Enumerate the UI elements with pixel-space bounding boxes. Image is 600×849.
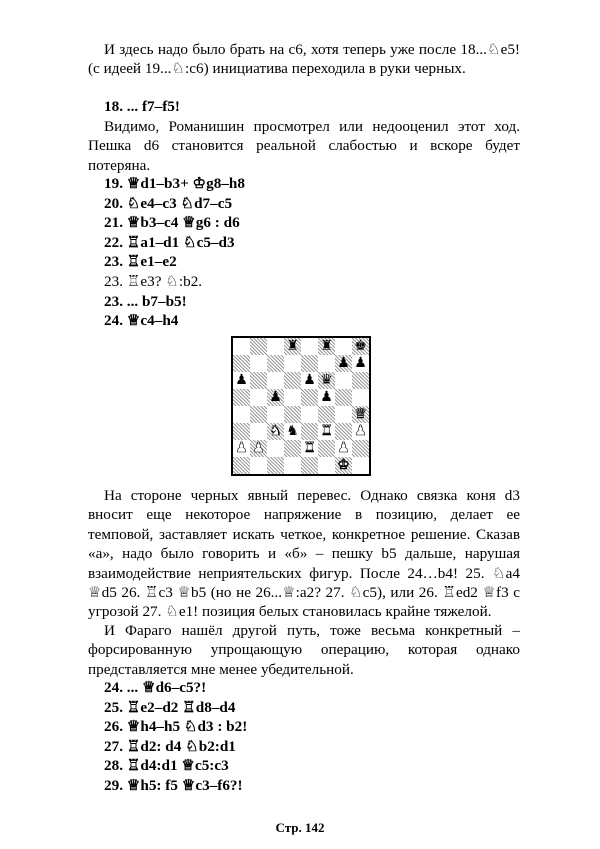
black-pawn-icon: ♟ [235,372,248,388]
board-square [250,389,267,406]
board-square [267,355,284,372]
board-square [233,372,250,389]
move-line: 23. ♖e1–e2 [104,253,177,271]
move-line: 25. ♖e2–d2 ♖d8–d4 [104,698,236,716]
black-king-icon: ♚ [354,338,367,354]
black-rook-icon: ♜ [320,338,333,354]
black-pawn-icon: ♟ [303,372,316,388]
board-square [301,406,318,423]
board-square [267,406,284,423]
board-square [267,389,284,406]
board-square [233,457,250,474]
board-square [267,440,284,457]
board-square [267,372,284,389]
board-square [267,457,284,474]
board-square [335,389,352,406]
board-square [352,389,369,406]
board-square [267,423,284,440]
board-square [233,338,250,355]
move-line: 29. ♕h5: f5 ♕c3–f6?! [104,777,243,794]
board-square [318,457,335,474]
board-square [301,457,318,474]
board-square [352,338,369,355]
black-knight-icon: ♞ [286,423,299,439]
black-pawn-icon: ♟ [269,389,282,405]
move-line: 23. ... b7–b5! [104,292,187,310]
board-square [301,372,318,389]
black-rook-icon: ♜ [286,338,299,354]
board-square [318,406,335,423]
move-line: 28. ♖d4:d1 ♕c5:c3 [104,757,229,775]
board-square [284,372,301,389]
board-square [250,423,267,440]
board-square [335,423,352,440]
white-pawn-icon: ♟ [354,423,367,439]
board-square [233,389,250,406]
board-square [250,372,267,389]
move-line: 27. ♖d2: d4 ♘b2:d1 [104,737,236,755]
board-square [250,406,267,423]
board-square [284,355,301,372]
paragraph-analysis: На стороне черных явный перевес. Однако связка коня d3 вносит еще некоторое напряжение в позицию, делает ее темповой, заставляет искать четкое, конкретное решение. Сказав «а», надо было говорить и «б» – пешку b5 дальше, нарушая взаимодействие неприятельских фигур. После 24…b4! 25. ♘a4 ♕d5 26. ♖c3 ♕b5 (но не 26...♕:a2? 27. ♘c5), или 26. ♖ed2 ♕f3 с угрозой 27. ♘e1! позиция белых становилась крайне тяжелой. [88,487,520,621]
board-square [352,372,369,389]
board-square [352,355,369,372]
black-pawn-icon: ♟ [337,355,350,371]
black-pawn-icon: ♟ [354,355,367,371]
board-square [250,355,267,372]
black-pawn-icon: ♟ [320,389,333,405]
white-king-icon: ♚ [337,457,350,473]
board-square [301,338,318,355]
board-square [250,440,267,457]
board-square [318,355,335,372]
paragraph-farago: И Фараго нашёл другой путь, тоже весьма конкретный – форсированную упрощающую операцию, которая однако представляется мне менее убедительной. [88,622,520,678]
board-square [335,440,352,457]
board-square [284,406,301,423]
move-line: 23. ♖e3? ♘:b2. [104,273,203,290]
chess-diagram [231,336,371,476]
board-square [352,440,369,457]
board-square [335,406,352,423]
white-rook-icon: ♜ [303,440,316,456]
board-square [233,423,250,440]
black-queen-icon: ♛ [320,372,333,388]
board-square [233,440,250,457]
paragraph-intro: И здесь надо было брать на с6, хотя теперь уже после 18...♘e5! (с идеей 19...♘:c6) инициатива переходила в руки черных. [88,41,520,78]
board-square [284,338,301,355]
paragraph-comment: Видимо, Романишин просмотрел или недооценил этот ход. Пешка d6 становится реальной слабостью и вскоре будет потеряна. [88,118,520,174]
board-square [250,457,267,474]
move-line: 22. ♖a1–d1 ♘c5–d3 [104,233,235,251]
board-square [335,457,352,474]
white-rook-icon: ♜ [320,423,333,439]
move-line: 18. ... f7–f5! [104,98,180,115]
board-square [318,423,335,440]
board-square [335,372,352,389]
move-line: 24. ... ♕d6–c5?! [104,679,207,696]
white-pawn-icon: ♟ [337,440,350,456]
move-line: 19. ♕d1–b3+ ♔g8–h8 [104,175,245,192]
page-number: Стр. 142 [275,820,325,835]
board-square [301,355,318,372]
board-square [318,338,335,355]
white-pawn-icon: ♟ [235,440,248,456]
board-square [335,355,352,372]
board-square [318,440,335,457]
board-square [284,389,301,406]
white-knight-icon: ♞ [269,423,282,439]
board-square [301,389,318,406]
board-square [267,338,284,355]
board-square [284,457,301,474]
board-square [233,406,250,423]
board-square [352,406,369,423]
board-square [352,457,369,474]
white-queen-icon: ♛ [354,406,367,422]
board-square [335,338,352,355]
move-line: 24. ♕c4–h4 [104,312,179,330]
board-square [301,440,318,457]
board-square [284,440,301,457]
board-square [250,338,267,355]
white-pawn-icon: ♟ [252,440,265,456]
board-square [284,423,301,440]
move-line: 26. ♕h4–h5 ♘d3 : b2! [104,718,248,736]
board-square [318,372,335,389]
board-square [301,423,318,440]
move-line: 20. ♘e4–c3 ♘d7–c5 [104,194,233,212]
board-square [318,389,335,406]
board-square [352,423,369,440]
board-square [233,355,250,372]
move-line: 21. ♕b3–c4 ♕g6 : d6 [104,214,240,232]
